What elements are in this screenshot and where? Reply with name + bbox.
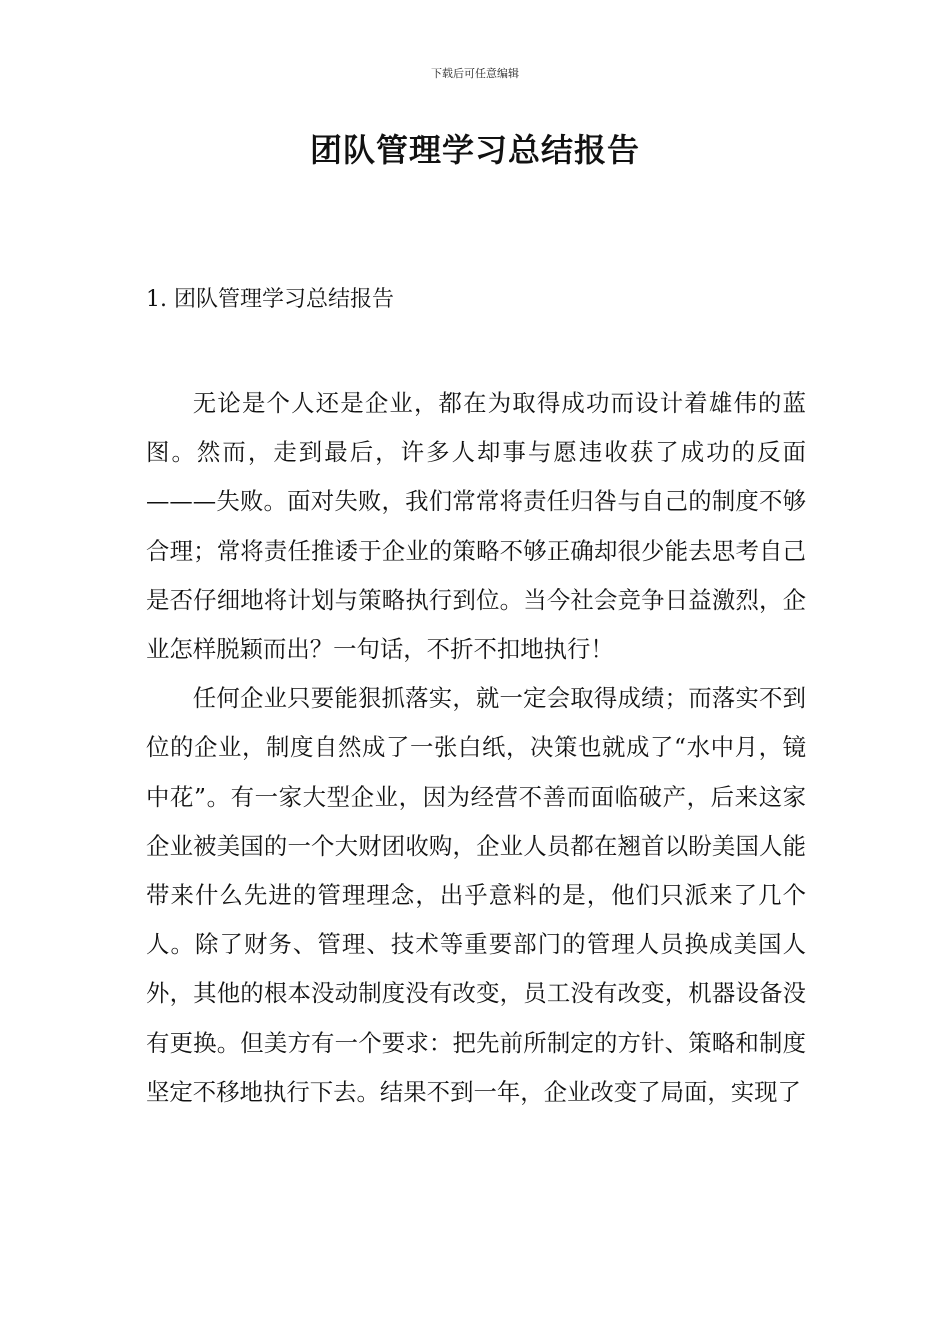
document-title: 团队管理学习总结报告: [309, 131, 640, 169]
section-heading: 1. 团队管理学习总结报告: [146, 287, 394, 312]
header-note: 下载后可任意编辑: [431, 67, 519, 80]
document-body: [146, 379, 806, 1117]
paragraph-1: 无论是个人还是企业，都在为取得成功而设计着雄伟的蓝图。然而，走到最后，许多人却事与愿违收获了成功的反面———失败。面对失败，我们常常将责任归咎与自己的制度不够合理；常将责任推诿于企业的策略不够正确却很少能去思考自己是否仔细地将计划与策略执行到位。当今社会竞争日益激烈，企业怎样脱颖而出？一句话，不折不扣地执行！: [146, 389, 806, 664]
paragraph-2: 任何企业只要能狠抓落实，就一定会取得成绩；而落实不到位的企业，制度自然成了一张白纸，决策也就成了“水中月，镜中花”。有一家大型企业，因为经营不善而面临破产，后来这家企业被美国的一个大财团收购，企业人员都在翘首以盼美国人能带来什么先进的管理理念，出乎意料的是，他们只派来了几个人。除了财务、管理、技术等重要部门的管理人员换成美国人外，其他的根本没动制度没有改变，员工没有改变，机器设备没有更换。但美方有一个要求：把先前所制定的方针、策略和制度坚定不移地执行下去。结果不到一年，企业改变了局面，实现了: [146, 684, 806, 1106]
